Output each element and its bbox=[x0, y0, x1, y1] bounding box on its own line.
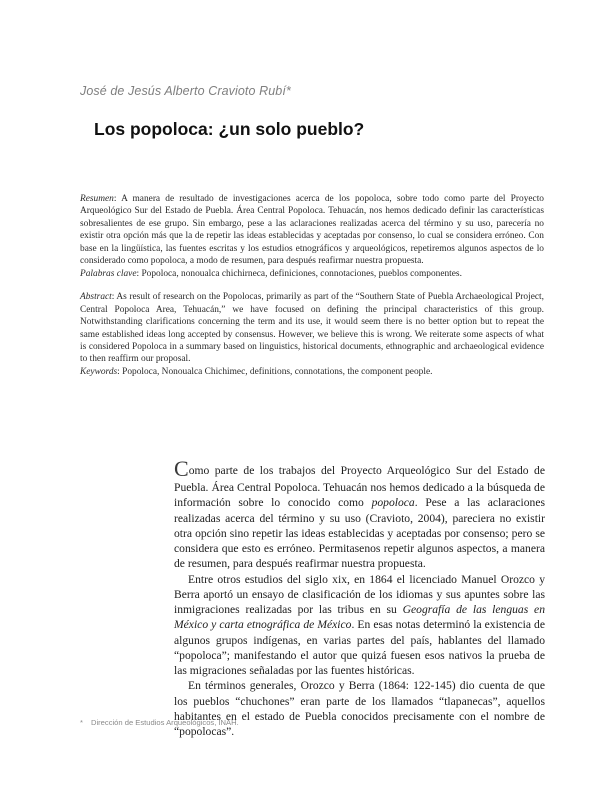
resumen-label: Resumen bbox=[80, 194, 114, 204]
drop-cap: C bbox=[174, 456, 189, 481]
palabras-clave-label: Palabras clave bbox=[80, 268, 137, 279]
section-gap bbox=[80, 280, 544, 291]
body-paragraph-3 bbox=[174, 678, 545, 739]
footnote-mark: * bbox=[80, 718, 83, 727]
cited-work-title: Geografía de las lenguas en México y carta etnográfica de México bbox=[174, 603, 545, 632]
footnote-text: Dirección de Estudios Arqueológicos, INAH. bbox=[90, 718, 239, 727]
keywords-label: Keywords bbox=[80, 366, 118, 377]
century-small-caps: xix bbox=[332, 572, 347, 586]
body-text: , en 1864 el licenciado Manuel Orozco y Berra aportó un ensayo de clasificación de los idiomas y sus apuntes sobre las inmigraciones realizadas por las tribus en su bbox=[174, 572, 545, 616]
abstract-label: Abstract bbox=[80, 292, 112, 303]
body-text: Entre otros estudios del siglo bbox=[188, 572, 333, 586]
article-body bbox=[174, 458, 545, 739]
body-text: . Pese a las aclaraciones realizadas acerca del término y su uso (Cravioto, 2004), pareciera no existir otra opción sino repetir las ideas establecidas y aceptadas por consenso; pero se considera que esto es erróneo. Permitasenos repetir algunos aspectos, a manera de resumen, para después reafirmar nuestra propuesta. bbox=[174, 496, 545, 571]
keywords-text: : Popoloca, Nonoualca Chichimec, definitions, connotations, the component people. bbox=[117, 366, 433, 377]
article-title: Los popoloca: ¿un solo pueblo? bbox=[94, 119, 365, 139]
resumen-paragraph bbox=[80, 193, 544, 268]
body-paragraph-1 bbox=[174, 458, 545, 572]
keywords-paragraph bbox=[80, 366, 544, 378]
body-text: En términos generales, Orozco y Berra (1864: 122-145) dio cuenta de que los pueblos “chuchones” eran parte de los llamados “tlapanecas”, aquellos habitantes en el estado de Puebla conocidos precisamente con el nombre de “popolocas”. bbox=[174, 679, 545, 738]
resumen-text: : A manera de resultado de investigaciones acerca de los popoloca, sobre todo como parte del Proyecto Arqueológico Sur del Estado de Puebla. Área Central Popoloca. Tehuacán, nos hemos dedicado definir las características sobresalientes de ese grupo. Sin embargo, pese a las aclaraciones realizadas acerca del término y su uso, parecería no existir otra opción más que la de repetir las ideas establecidas y aceptadas por consenso, lo cual se considera erróneo. Con base en la lingüística, las fuentes escritas y los estudios etnográficos y arqueológicos, repetiremos algunos aspectos de lo considerado como popoloca, a modo de resumen, para después reafirmar nuestra propuesta. bbox=[80, 194, 544, 267]
body-italic-term: popoloca bbox=[371, 496, 415, 510]
footnote bbox=[80, 718, 540, 727]
abstract-paragraph bbox=[80, 291, 544, 366]
palabras-clave-text: : Popoloca, nonoualca chichirneca, definiciones, connotaciones, pueblos componentes. bbox=[136, 268, 462, 279]
body-paragraph-2 bbox=[174, 572, 545, 679]
abstract-text: : As result of research on the Popolocas, primarily as part of the “Southern State of Puebla Archaeological Project, Central Popoloca Area, Tehuacán,” we have focused on defining the principal characteristics of this group. Notwithstanding clarifications concerning the term and its use, it would seem there is no better option but to repeat the same established ideas long accepted by consensus. However, we believe this is wrong. We reiterate some aspects of what is considered Popoloca in a summary based on linguistics, historical documents, ethnographic and archaeological evidence to then reaffirm our proposal. bbox=[80, 292, 544, 365]
author-name: José de Jesús Alberto Cravioto Rubí* bbox=[80, 84, 291, 98]
abstract-section bbox=[80, 193, 544, 378]
body-text: . En esas notas determinó la existencia de algunos grupos indígenas, en varias partes del país, hablantes del llamado “popoloca”; manifestando el autor que quizá fuesen esos nativos la prueba de las migraciones señaladas por las fuentes históricas. bbox=[174, 618, 546, 677]
body-text: omo parte de los trabajos del Proyecto Arqueológico Sur del Estado de Puebla. Área Central Popoloca. Tehuacán nos hemos dedicado a la búsqueda de información sobre lo conocido como bbox=[174, 464, 545, 510]
palabras-clave-paragraph bbox=[80, 268, 544, 280]
